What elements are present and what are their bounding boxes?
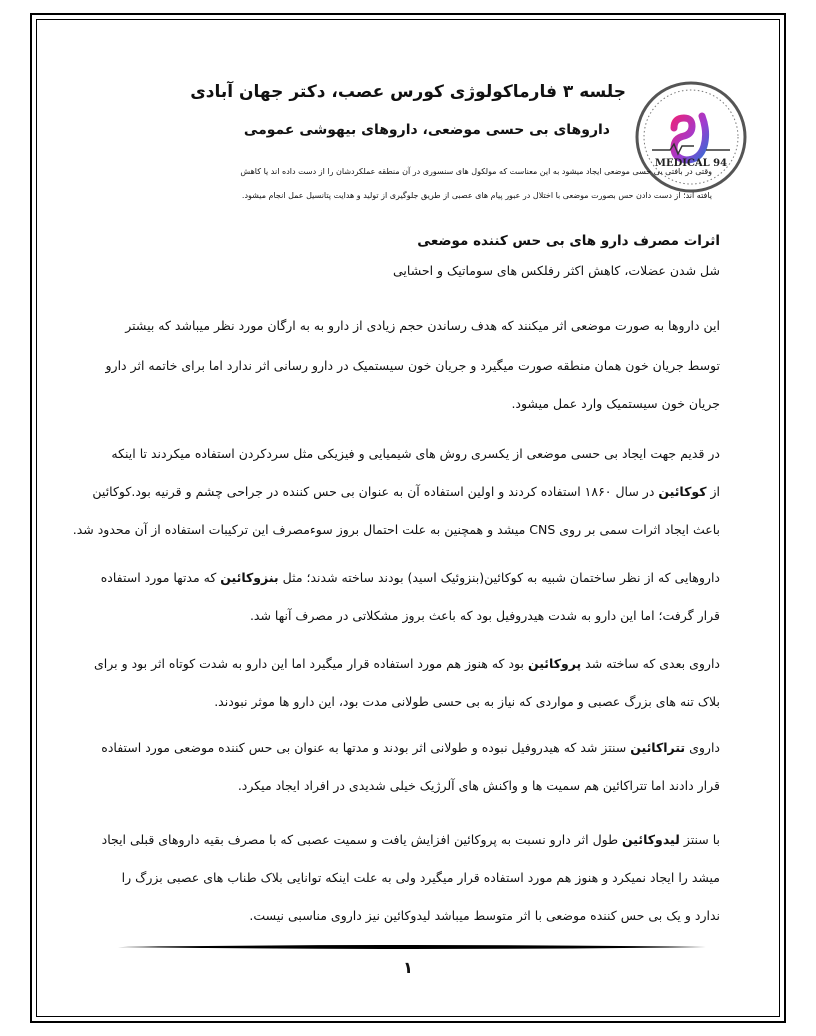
text-segment: از: [706, 484, 720, 499]
text-segment: داروهایی که از نظر ساختمان شبیه به کوکائین(بنزوئیک اسید) بودند ساخته شدند؛ مثل: [278, 570, 720, 585]
paragraph-4-line-1: [80, 656, 720, 671]
paragraph-6-line-2: میشد را ایجاد نمیکرد و هنوز هم مورد استفاده قرار میگیرد ولی به علت اینکه توانایی بلاک طناب های عصبی بزرگ را: [121, 870, 720, 885]
paragraph-5-line-2: قرار دادند اما تتراکائین هم سمیت ها و واکنش های آلرژیک خیلی شدیدی در افراد ایجاد میکرد.: [237, 778, 720, 793]
text-segment: طول اثر دارو نسبت به پروکائین افزایش یافت و سمیت عصبی که با مصرف بقیه داروهای قبلی ایجاد: [101, 832, 623, 847]
effects-line: شل شدن عضلات، کاهش اکثر رفلکس های سوماتیک و احشایی: [393, 263, 720, 278]
paragraph-3-line-2: قرار گرفت؛ اما این دارو به شدت هیدروفیل بود که باعث بروز مشکلاتی در مصرف آنها شد.: [249, 608, 720, 623]
drug-name-tetracaine: تتراکائین: [630, 740, 686, 755]
drug-name-benzocaine: بنزوکائین: [220, 570, 279, 585]
paragraph-1-line-3: جریان خون سیستمیک وارد عمل میشود.: [511, 396, 720, 411]
paragraph-3-line-1: [80, 570, 720, 585]
page-number: ۱: [403, 958, 413, 977]
paragraph-6-line-1: [80, 832, 720, 847]
paragraph-5-line-1: [80, 740, 720, 755]
section-heading: اثرات مصرف دارو های بی حس کننده موضعی: [417, 233, 720, 249]
paragraph-2-line-1: در قدیم جهت ایجاد بی حسی موضعی از یکسری روش های شیمیایی و فیزیکی مثل سردکردن استفاده میکردند تا اینکه: [111, 446, 720, 461]
footer-rule: [118, 944, 706, 950]
drug-name-cocaine: کوکائین: [658, 484, 707, 499]
paragraph-4-line-2: بلاک تنه های بزرگ عصبی و مواردی که نیاز به بی حسی طولانی مدت بود، این دارو ها موثر نبودند.: [214, 694, 720, 709]
drug-name-procaine: پروکائین: [527, 656, 582, 671]
medical-94-logo: [634, 80, 748, 194]
text-segment: در سال ۱۸۶۰ استفاده کردند و اولین استفاده آن به عنوان بی حس کننده در جراحی چشم و قرنیه بود.کوکائین: [92, 484, 659, 499]
paragraph-1-line-1: این داروها به صورت موضعی اثر میکنند که هدف رساندن حجم زیادی از دارو به به ارگان مورد نظر میباشد که بیشتر: [125, 318, 720, 333]
paragraph-6-line-3: ندارد و یک بی حس کننده موضعی با اثر متوسط میباشد لیدوکائین نیز داروی مناسبی نیست.: [249, 908, 720, 923]
paragraph-2-line-3: باعث ایجاد اثرات سمی بر روی CNS میشد و همچنین به علت احتمال بروز سوءمصرف این ترکیبات استفاده از آن محدود شد.: [72, 522, 720, 537]
text-segment: بود که هنوز هم مورد استفاده قرار میگیرد اما این دارو به شدت کوتاه اثر بود و برای: [93, 656, 528, 671]
paragraph-2-line-2: [80, 484, 720, 499]
text-segment: که مدتها مورد استفاده: [100, 570, 221, 585]
text-segment: با سنتز: [679, 832, 720, 847]
text-segment: داروی: [685, 740, 720, 755]
text-segment: داروی بعدی که ساخته شد: [581, 656, 720, 671]
document-subtitle: داروهای بی حسی موضعی، داروهای بیهوشی عمومی: [243, 122, 610, 138]
text-segment: سنتز شد که هیدروفیل نبوده و طولانی اثر بودند و مدتها به عنوان بی حس کننده موضعی مورد استفاده: [101, 740, 631, 755]
document-title: جلسه ۳ فارماکولوژی کورس عصب، دکتر جهان آبادی: [190, 82, 626, 102]
paragraph-1-line-2: توسط جریان خون همان منطقه صورت میگیرد و جریان خون سیستمیک در دارو رسانی اثر ندارد اما برای خاتمه اثر دارو: [105, 358, 720, 373]
logo-text: MEDICAL 94: [654, 158, 728, 169]
drug-name-lidocaine: لیدوکائین: [622, 832, 680, 847]
intro-line-2: یافته اند؛ از دست دادن حس بصورت موضعی با اختلال در عبور پیام های عصبی از طریق جلوگیری از تولید و هدایت پتانسیل عمل انجام میشود.: [241, 191, 712, 200]
intro-line-1: وقتی در بافتی بی حسی موضعی ایجاد میشود به این معناست که مولکول های سنسوری در آن منطقه عملکردشان را از دست داده اند یا کاهش: [240, 167, 712, 176]
